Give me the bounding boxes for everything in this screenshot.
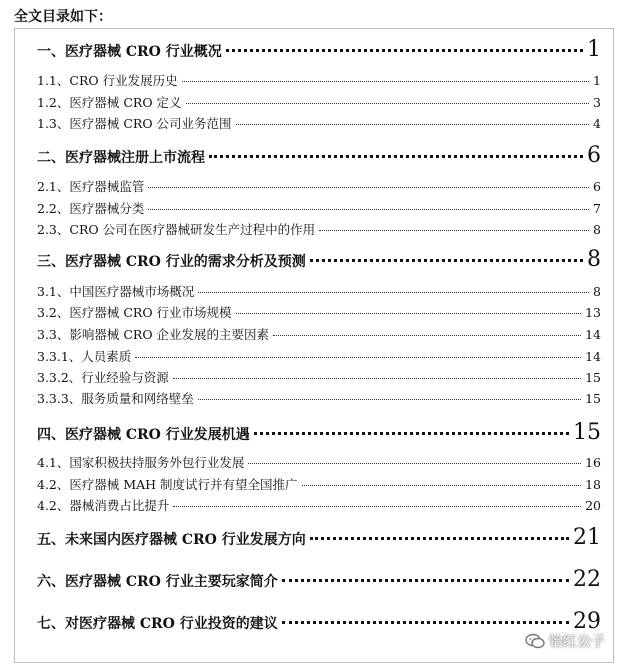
toc-leader <box>254 432 569 435</box>
toc-leader <box>209 155 583 158</box>
toc-page: 15 <box>585 391 601 406</box>
toc-label: 3.1、中国医疗器械市场概况 <box>37 284 195 299</box>
toc-leader <box>226 49 583 52</box>
toc-label: 3.3.1、人员素质 <box>37 349 132 364</box>
toc-leader <box>148 187 589 188</box>
toc-page: 4 <box>593 116 601 131</box>
toc-leader <box>248 463 581 464</box>
toc-page: 14 <box>585 327 601 342</box>
toc-page: 15 <box>585 370 601 385</box>
toc-section[interactable] <box>37 177 601 195</box>
toc-page: 13 <box>585 305 601 320</box>
toc-chapter[interactable] <box>37 525 601 550</box>
toc-leader <box>148 209 589 210</box>
toc-leader <box>135 357 581 358</box>
toc-section[interactable] <box>37 93 601 111</box>
toc-section[interactable] <box>37 368 601 386</box>
toc-label: 1.1、CRO 行业发展历史 <box>37 73 178 88</box>
toc-label: 2.1、医疗器械监管 <box>37 179 145 194</box>
toc-leader <box>310 259 583 262</box>
toc-label: 2.3、CRO 公司在医疗器械研发生产过程中的作用 <box>37 222 316 237</box>
toc-section[interactable] <box>37 282 601 300</box>
toc-label: 1.2、医疗器械 CRO 定义 <box>37 95 182 110</box>
toc-leader <box>273 335 581 336</box>
toc-page: 21 <box>573 525 601 550</box>
toc-page: 15 <box>573 420 601 445</box>
toc-section[interactable] <box>37 71 601 89</box>
toc-section[interactable] <box>37 389 601 407</box>
toc-page: 7 <box>593 201 601 216</box>
toc-page: 16 <box>585 455 601 470</box>
toc-page: 22 <box>573 567 601 592</box>
toc-leader <box>198 399 581 400</box>
toc-leader <box>282 579 569 582</box>
toc-section[interactable] <box>37 453 601 471</box>
toc-label: 1.3、医疗器械 CRO 公司业务范围 <box>37 116 232 131</box>
toc-section[interactable] <box>37 114 601 132</box>
toc-section[interactable] <box>37 475 601 493</box>
watermark-text: 怡红公子 <box>549 634 605 650</box>
toc-section[interactable] <box>37 496 601 514</box>
toc-section[interactable] <box>37 303 601 321</box>
toc-leader <box>310 537 569 540</box>
toc-chapter[interactable] <box>37 420 601 445</box>
toc-leader <box>282 621 569 624</box>
toc-leader <box>236 313 582 314</box>
toc-page: 6 <box>593 179 601 194</box>
toc-page: 1 <box>593 73 601 88</box>
toc-label: 七、对医疗器械 CRO 行业投资的建议 <box>37 616 278 632</box>
toc-leader <box>198 292 589 293</box>
toc-chapter[interactable] <box>37 567 601 592</box>
toc-leader <box>319 230 589 231</box>
toc-section[interactable] <box>37 325 601 343</box>
toc-leader <box>302 485 582 486</box>
toc-label: 3.3.3、服务质量和网络壁垒 <box>37 391 194 406</box>
toc-label: 一、医疗器械 CRO 行业概况 <box>37 44 222 60</box>
toc-chapter[interactable] <box>37 247 601 272</box>
toc-label: 三、医疗器械 CRO 行业的需求分析及预测 <box>37 254 306 270</box>
toc-heading: 全文目录如下： <box>14 9 112 25</box>
toc-label: 五、未来国内医疗器械 CRO 行业发展方向 <box>37 532 306 548</box>
toc-label: 4.1、国家积极扶持服务外包行业发展 <box>37 455 245 470</box>
toc-label: 4.2、医疗器械 MAH 制度试行并有望全国推广 <box>37 477 298 492</box>
watermark <box>525 631 605 651</box>
toc-label: 四、医疗器械 CRO 行业发展机遇 <box>37 427 250 443</box>
toc-page: 8 <box>587 247 601 272</box>
toc-label: 3.2、医疗器械 CRO 行业市场规模 <box>37 305 232 320</box>
toc-leader <box>182 81 589 82</box>
toc-chapter[interactable] <box>37 609 601 634</box>
toc-label: 4.2、器械消费占比提升 <box>37 498 170 513</box>
toc-page: 6 <box>587 143 601 168</box>
toc-label: 六、医疗器械 CRO 行业主要玩家简介 <box>37 574 278 590</box>
table-of-contents <box>14 28 614 663</box>
toc-leader <box>173 506 581 507</box>
toc-leader <box>173 378 581 379</box>
toc-section[interactable] <box>37 347 601 365</box>
toc-leader <box>186 103 589 104</box>
toc-label: 二、医疗器械注册上市流程 <box>37 150 205 166</box>
toc-section[interactable] <box>37 220 601 238</box>
toc-label: 2.2、医疗器械分类 <box>37 201 145 216</box>
toc-leader <box>236 124 589 125</box>
toc-page: 18 <box>585 477 601 492</box>
toc-page: 8 <box>593 284 601 299</box>
toc-page: 14 <box>585 349 601 364</box>
toc-page: 1 <box>587 37 601 62</box>
toc-page: 29 <box>573 609 601 634</box>
wechat-icon <box>525 633 545 649</box>
toc-section[interactable] <box>37 199 601 217</box>
toc-label: 3.3.2、行业经验与资源 <box>37 370 169 385</box>
toc-chapter[interactable] <box>37 37 601 62</box>
toc-page: 3 <box>593 95 601 110</box>
toc-page: 20 <box>585 498 601 513</box>
toc-label: 3.3、影响器械 CRO 企业发展的主要因素 <box>37 327 270 342</box>
toc-chapter[interactable] <box>37 143 601 168</box>
toc-page: 8 <box>593 222 601 237</box>
